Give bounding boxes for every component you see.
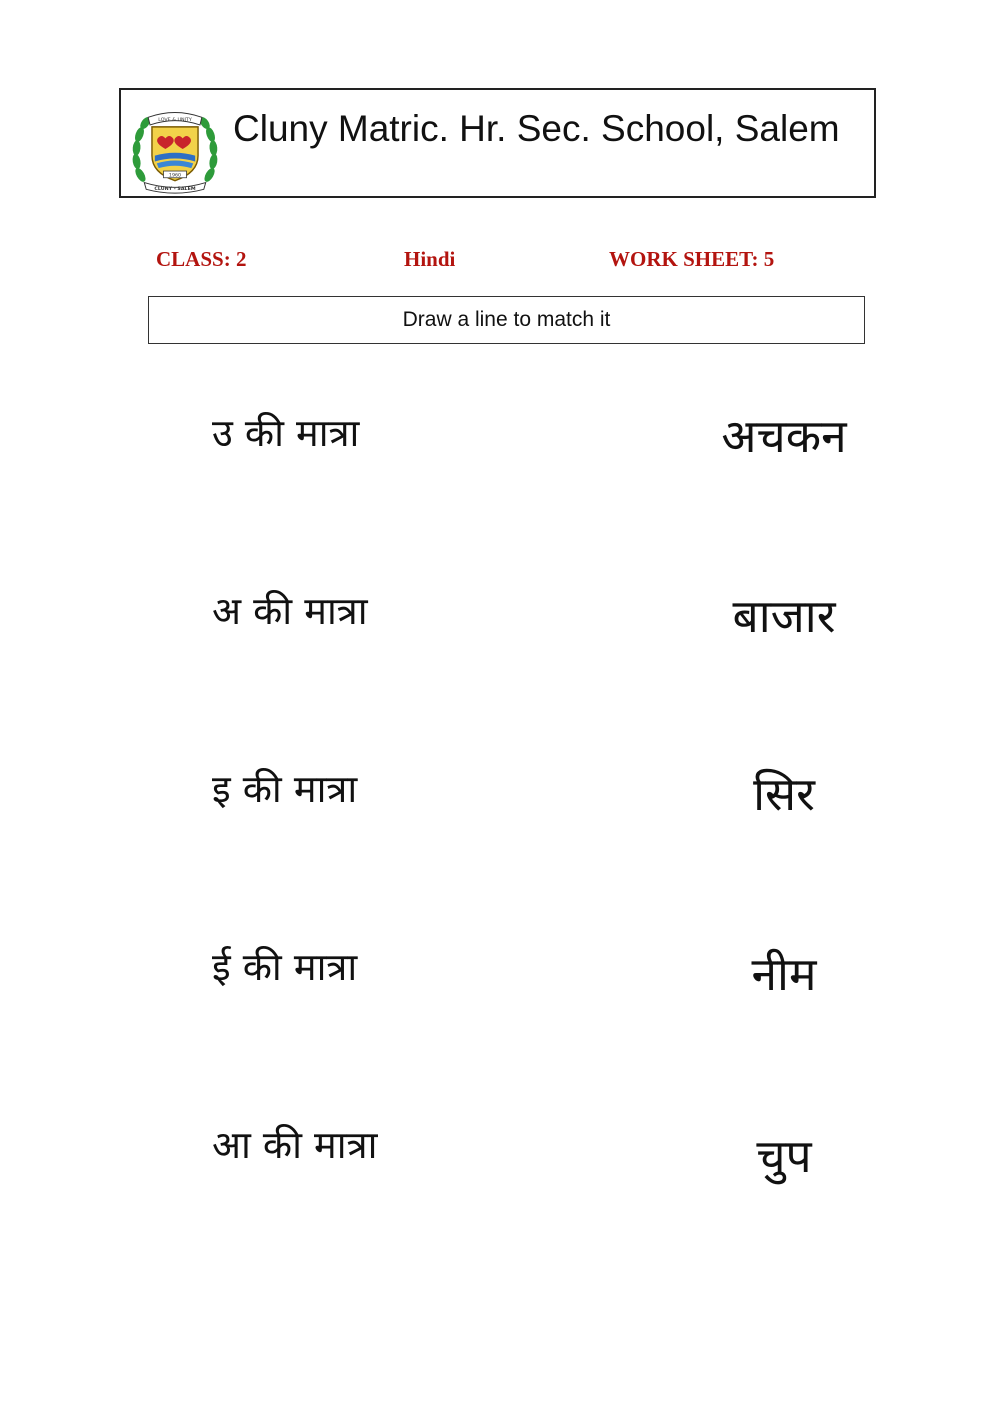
word-item[interactable]: बाजार <box>732 589 836 643</box>
matra-item[interactable]: उ की मात्रा <box>212 411 360 455</box>
school-name: Cluny Matric. Hr. Sec. School, Salem <box>233 108 840 149</box>
svg-text:CLUNY - SALEM: CLUNY - SALEM <box>154 187 196 193</box>
svg-text:1960: 1960 <box>168 173 182 179</box>
word-item[interactable]: नीम <box>751 947 817 1001</box>
matra-item[interactable]: ई की मात्रा <box>212 945 358 989</box>
instruction-box <box>148 296 865 344</box>
word-item[interactable]: अचकन <box>721 409 847 463</box>
instruction-text: Draw a line to match it <box>402 308 611 331</box>
matra-item[interactable]: अ की मात्रा <box>212 589 368 633</box>
matra-item[interactable]: इ की मात्रा <box>212 767 358 811</box>
class-label: CLASS: 2 <box>156 247 247 271</box>
school-crest-icon <box>127 100 223 196</box>
school-header <box>119 88 876 198</box>
subject-label: Hindi <box>404 247 456 271</box>
word-item[interactable]: सिर <box>753 767 815 821</box>
svg-text:LOVE & UNITY: LOVE & UNITY <box>158 118 192 124</box>
matra-item[interactable]: आ की मात्रा <box>212 1123 378 1167</box>
word-item[interactable]: चुप <box>756 1129 812 1183</box>
worksheet-label: WORK SHEET: 5 <box>609 247 775 271</box>
